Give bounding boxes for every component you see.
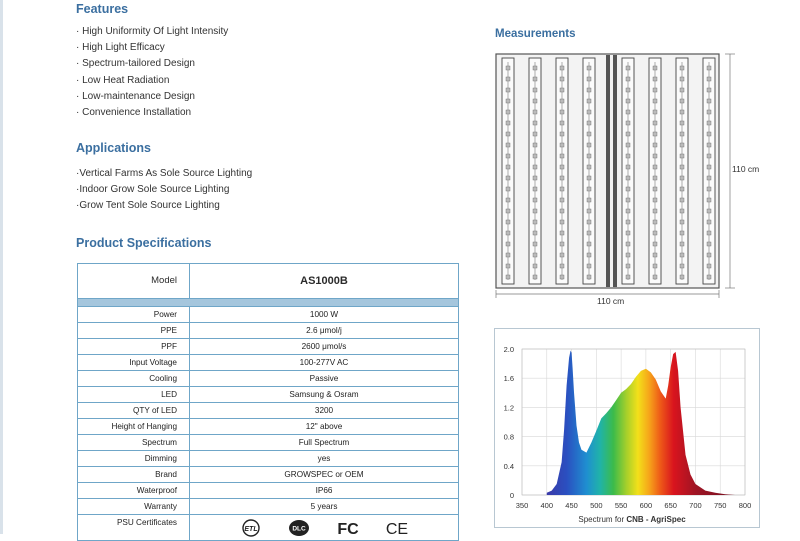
- x-axis-ticks: [516, 501, 752, 510]
- led-chip: [560, 176, 564, 180]
- led-chip: [533, 88, 537, 92]
- led-chip: [653, 253, 657, 257]
- fixture-diagram: [494, 52, 760, 312]
- spec-key: Spectrum: [78, 435, 190, 450]
- led-chip: [587, 176, 591, 180]
- height-dimension-label: 110 cm: [732, 164, 760, 174]
- led-chip: [533, 143, 537, 147]
- spec-key: Cooling: [78, 371, 190, 386]
- led-chip: [707, 165, 711, 169]
- center-rail: [606, 55, 610, 287]
- led-chip: [626, 132, 630, 136]
- led-chip: [626, 253, 630, 257]
- spec-key: Dimming: [78, 451, 190, 466]
- spec-key: Waterproof: [78, 483, 190, 498]
- led-chip: [506, 209, 510, 213]
- y-tick-label: 0: [509, 491, 514, 500]
- led-chip: [560, 88, 564, 92]
- led-chip: [587, 165, 591, 169]
- led-chip: [707, 99, 711, 103]
- led-chip: [560, 264, 564, 268]
- led-chip: [533, 209, 537, 213]
- led-chip: [680, 253, 684, 257]
- table-row: [78, 515, 458, 540]
- list-item: · Low Heat Radiation: [76, 74, 170, 86]
- led-chip: [680, 143, 684, 147]
- led-chip: [560, 275, 564, 279]
- led-chip: [587, 143, 591, 147]
- applications-list: [76, 166, 252, 215]
- led-chip: [680, 121, 684, 125]
- led-chip: [560, 66, 564, 70]
- led-chip: [653, 176, 657, 180]
- led-chip: [653, 275, 657, 279]
- table-row: [78, 467, 458, 483]
- x-tick-label: 400: [540, 501, 554, 510]
- led-chip: [653, 264, 657, 268]
- list-item: ·Indoor Grow Sole Source Lighting: [76, 184, 230, 196]
- led-chip: [533, 110, 537, 114]
- led-chip: [680, 275, 684, 279]
- led-chip: [680, 231, 684, 235]
- led-chip: [653, 99, 657, 103]
- led-chip: [533, 165, 537, 169]
- led-chip: [626, 121, 630, 125]
- led-chip: [587, 77, 591, 81]
- led-chip: [626, 110, 630, 114]
- measurements-heading: Measurements: [495, 28, 576, 40]
- led-chip: [680, 264, 684, 268]
- led-chip: [560, 154, 564, 158]
- led-chip: [506, 132, 510, 136]
- led-chip: [626, 220, 630, 224]
- center-rail: [613, 55, 617, 287]
- led-chip: [560, 242, 564, 246]
- led-chip: [587, 99, 591, 103]
- spec-value: Passive: [309, 374, 339, 383]
- led-chip: [626, 143, 630, 147]
- x-tick-label: 800: [738, 501, 752, 510]
- table-row: [78, 435, 458, 451]
- table-row: [78, 371, 458, 387]
- led-chip: [506, 99, 510, 103]
- table-row: [78, 323, 458, 339]
- led-chip: [506, 121, 510, 125]
- led-chip: [680, 66, 684, 70]
- led-chip: [707, 220, 711, 224]
- led-chip: [560, 187, 564, 191]
- table-row: [78, 419, 458, 435]
- spec-divider-band: [78, 299, 458, 307]
- spec-key: LED: [78, 387, 190, 402]
- led-chip: [587, 209, 591, 213]
- y-axis-ticks: [504, 345, 514, 500]
- led-chip: [626, 264, 630, 268]
- led-chip: [506, 220, 510, 224]
- led-chip: [506, 154, 510, 158]
- list-item: · Spectrum-tailored Design: [76, 58, 195, 70]
- led-chip: [653, 132, 657, 136]
- led-chip: [707, 154, 711, 158]
- x-tick-label: 450: [565, 501, 578, 510]
- spec-value: yes: [317, 454, 331, 463]
- led-chip: [707, 198, 711, 202]
- led-chip: [680, 165, 684, 169]
- spec-value: 100-277V AC: [299, 358, 349, 367]
- led-chip: [626, 88, 630, 92]
- y-tick-label: 1.2: [503, 403, 514, 413]
- led-chip: [653, 143, 657, 147]
- led-chip: [653, 220, 657, 224]
- spec-key: Brand: [78, 467, 190, 482]
- width-dimension-label: 110 cm: [597, 296, 625, 306]
- led-chip: [707, 242, 711, 246]
- led-chip: [560, 209, 564, 213]
- led-chip: [587, 242, 591, 246]
- led-chip: [506, 176, 510, 180]
- led-chip: [533, 242, 537, 246]
- led-chip: [680, 198, 684, 202]
- x-tick-label: 650: [664, 501, 677, 510]
- features-list: [76, 24, 228, 121]
- list-item: · High Uniformity Of Light Intensity: [76, 26, 229, 37]
- led-chip: [587, 187, 591, 191]
- led-chip: [587, 253, 591, 257]
- table-row: [78, 339, 458, 355]
- led-chip: [653, 165, 657, 169]
- led-chip: [587, 264, 591, 268]
- led-chip: [533, 220, 537, 224]
- led-chip: [560, 220, 564, 224]
- led-chip: [707, 88, 711, 92]
- led-chip: [653, 187, 657, 191]
- led-chip: [560, 132, 564, 136]
- led-chip: [560, 143, 564, 147]
- led-chip: [587, 132, 591, 136]
- led-chip: [626, 165, 630, 169]
- table-row: [78, 387, 458, 403]
- led-chip: [653, 110, 657, 114]
- led-chip: [533, 187, 537, 191]
- led-chip: [587, 275, 591, 279]
- svg-text:CE: CE: [386, 520, 409, 537]
- led-chip: [587, 220, 591, 224]
- y-tick-label: 1.6: [503, 374, 514, 384]
- spec-table: [77, 263, 459, 541]
- spec-key: Input Voltage: [78, 355, 190, 370]
- table-row: [78, 355, 458, 371]
- spec-value: Samsung & Osram: [289, 390, 359, 399]
- spec-model-value: AS1000B: [300, 275, 348, 287]
- led-chip: [587, 110, 591, 114]
- led-chip: [626, 66, 630, 70]
- applications-heading: Applications: [76, 141, 152, 155]
- led-chip: [533, 99, 537, 103]
- led-chip: [560, 165, 564, 169]
- led-chip: [653, 154, 657, 158]
- led-chip: [506, 231, 510, 235]
- led-chip: [680, 154, 684, 158]
- led-chip: [506, 264, 510, 268]
- led-chip: [533, 253, 537, 257]
- spec-key: PPE: [78, 323, 190, 338]
- led-chip: [626, 99, 630, 103]
- spec-value: 5 years: [310, 502, 338, 511]
- led-chip: [506, 187, 510, 191]
- led-chip: [680, 99, 684, 103]
- led-chip: [506, 275, 510, 279]
- list-item: ·Vertical Farms As Sole Source Lighting: [76, 168, 253, 179]
- spec-key: Warranty: [78, 499, 190, 514]
- led-chip: [626, 198, 630, 202]
- led-chip: [533, 132, 537, 136]
- led-chip: [560, 110, 564, 114]
- x-tick-label: 600: [639, 501, 653, 510]
- led-chip: [506, 110, 510, 114]
- spec-value: GROWSPEC or OEM: [284, 470, 364, 479]
- led-chip: [560, 253, 564, 257]
- led-chip: [680, 77, 684, 81]
- led-chip: [653, 66, 657, 70]
- led-chip: [653, 121, 657, 125]
- spec-key: PPF: [78, 339, 190, 354]
- page-edge-bar: [0, 0, 3, 534]
- table-row: [78, 451, 458, 467]
- led-chip: [707, 264, 711, 268]
- led-chip: [506, 165, 510, 169]
- led-chip: [506, 242, 510, 246]
- x-tick-label: 700: [689, 501, 702, 510]
- led-chip: [533, 66, 537, 70]
- spectrum-chart-frame: [494, 328, 760, 528]
- led-chip: [653, 198, 657, 202]
- led-chip: [626, 275, 630, 279]
- led-chip: [506, 88, 510, 92]
- list-item: · Convenience Installation: [76, 107, 192, 119]
- led-chip: [707, 176, 711, 180]
- led-chip: [560, 198, 564, 202]
- led-chip: [506, 198, 510, 202]
- led-chip: [587, 66, 591, 70]
- led-chip: [533, 77, 537, 81]
- led-chip: [533, 264, 537, 268]
- spec-value: 2.6 μmol/j: [306, 326, 342, 335]
- spec-value: IP66: [315, 486, 333, 495]
- led-chip: [707, 121, 711, 125]
- led-chip: [626, 231, 630, 235]
- cert-logos: [190, 515, 458, 540]
- led-chip: [587, 231, 591, 235]
- specs-heading: Product Specifications: [76, 236, 212, 250]
- led-chip: [626, 187, 630, 191]
- y-tick-label: 0.8: [503, 432, 514, 442]
- table-row: [78, 307, 458, 323]
- table-row: [78, 483, 458, 499]
- spec-key: Height of Hanging: [78, 419, 190, 434]
- table-row: [78, 403, 458, 419]
- led-chip: [626, 209, 630, 213]
- led-chip: [707, 143, 711, 147]
- led-chip: [707, 187, 711, 191]
- led-chip: [680, 220, 684, 224]
- led-chip: [533, 176, 537, 180]
- led-chip: [707, 209, 711, 213]
- x-tick-label: 750: [713, 501, 727, 510]
- led-chip: [560, 77, 564, 81]
- x-tick-label: 350: [515, 501, 529, 510]
- led-chip: [506, 66, 510, 70]
- table-row: [78, 499, 458, 515]
- led-chip: [680, 176, 684, 180]
- led-chip: [560, 231, 564, 235]
- spec-value: 1000 W: [309, 310, 339, 319]
- led-chip: [506, 253, 510, 257]
- led-chip: [680, 187, 684, 191]
- x-tick-label: 550: [614, 501, 628, 510]
- chart-caption: Spectrum for CNB - AgriSpec: [578, 515, 686, 524]
- list-item: · Low-maintenance Design: [76, 90, 195, 102]
- led-chip: [626, 176, 630, 180]
- x-tick-label: 500: [590, 501, 603, 510]
- led-chip: [707, 275, 711, 279]
- svg-text:FC: FC: [337, 520, 359, 537]
- led-chip: [680, 209, 684, 213]
- spec-value: 2600 μmol/s: [301, 342, 347, 351]
- led-chip: [707, 110, 711, 114]
- fixture-bars: [502, 55, 715, 287]
- svg-text:DLC: DLC: [292, 525, 306, 532]
- led-chip: [587, 198, 591, 202]
- list-item: · High Light Efficacy: [76, 42, 165, 54]
- led-chip: [533, 121, 537, 125]
- led-chip: [587, 88, 591, 92]
- led-chip: [680, 88, 684, 92]
- features-heading: Features: [76, 2, 129, 16]
- led-chip: [653, 88, 657, 92]
- led-chip: [506, 77, 510, 81]
- spec-key: Power: [78, 307, 190, 322]
- led-chip: [533, 198, 537, 202]
- led-chip: [707, 231, 711, 235]
- y-tick-label: 0.4: [503, 461, 514, 471]
- svg-text:ETL: ETL: [244, 525, 258, 533]
- spec-value: 3200: [314, 406, 334, 415]
- spec-model-row: [78, 264, 458, 299]
- led-chip: [533, 275, 537, 279]
- led-chip: [707, 253, 711, 257]
- spectrum-chart: [495, 329, 759, 527]
- led-chip: [707, 66, 711, 70]
- led-chip: [653, 231, 657, 235]
- led-chip: [506, 143, 510, 147]
- led-chip: [680, 242, 684, 246]
- spec-model-label: Model: [78, 264, 190, 298]
- list-item: ·Grow Tent Sole Source Lighting: [76, 200, 220, 212]
- y-tick-label: 2.0: [503, 345, 514, 354]
- spec-key: QTY of LED: [78, 403, 190, 418]
- led-chip: [587, 154, 591, 158]
- led-chip: [587, 121, 591, 125]
- spec-certs-label: PSU Certificates: [78, 515, 190, 540]
- led-chip: [653, 242, 657, 246]
- led-chip: [707, 132, 711, 136]
- led-chip: [653, 77, 657, 81]
- led-chip: [560, 99, 564, 103]
- led-chip: [560, 121, 564, 125]
- led-chip: [707, 77, 711, 81]
- spectrum-area: [547, 350, 735, 495]
- led-chip: [626, 154, 630, 158]
- led-chip: [680, 110, 684, 114]
- led-chip: [626, 242, 630, 246]
- led-chip: [626, 77, 630, 81]
- spec-value: 12" above: [305, 422, 343, 431]
- led-chip: [533, 154, 537, 158]
- led-chip: [680, 132, 684, 136]
- led-chip: [653, 209, 657, 213]
- led-chip: [533, 231, 537, 235]
- spec-value: Full Spectrum: [298, 438, 350, 447]
